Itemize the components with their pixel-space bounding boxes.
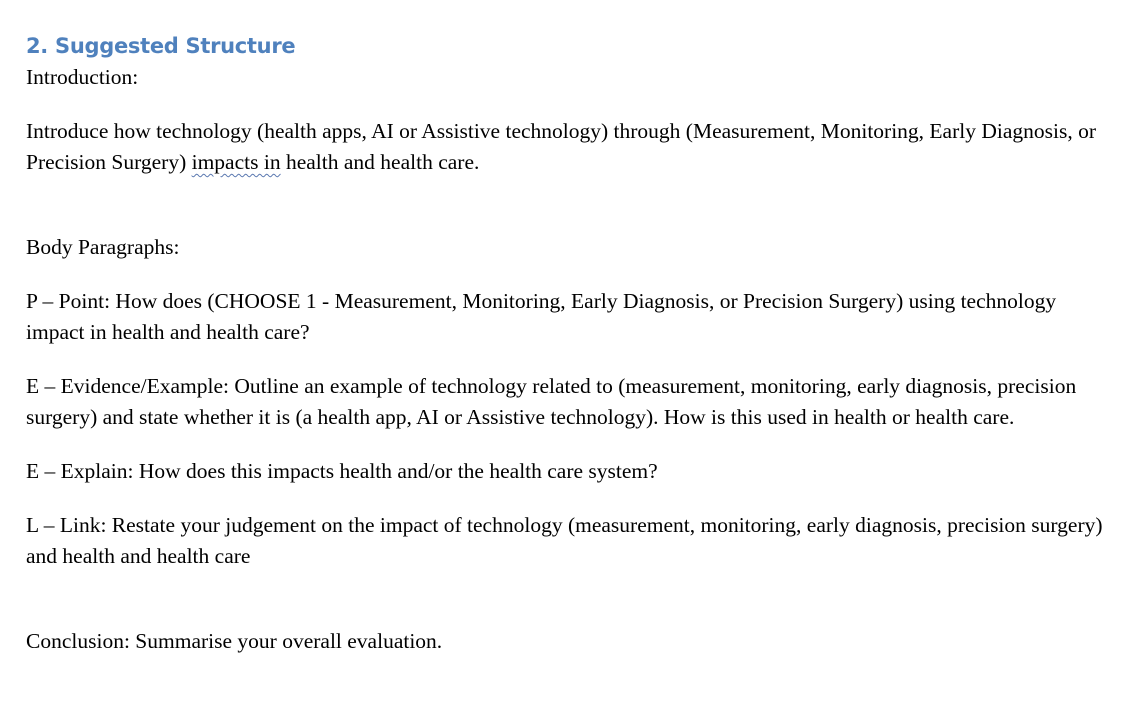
explain-paragraph: E – Explain: How does this impacts health and/or the health care system? [26, 459, 658, 483]
introduction-text-end: health and health care. [280, 150, 480, 174]
spacer [26, 178, 1116, 232]
introduction-paragraph [26, 116, 1116, 178]
section-heading: 2. Suggested Structure [26, 34, 296, 58]
point-paragraph: P – Point: How does (CHOOSE 1 - Measurement, Monitoring, Early Diagnosis, or Precision Surgery) using technology impact in health and health care? [26, 289, 1057, 344]
document-page [26, 30, 1116, 657]
evidence-paragraph: E – Evidence/Example: Outline an example of technology related to (measurement, monitoring, early diagnosis, precision surgery) and state whether it is (a health app, AI or Assistive technology). How is this used in health or health care. [26, 374, 1077, 429]
spacer [26, 93, 1116, 116]
body-paragraphs-label: Body Paragraphs: [26, 235, 180, 259]
spacer [26, 348, 1116, 371]
link-paragraph: L – Link: Restate your judgement on the impact of technology (measurement, monitoring, early diagnosis, precision surgery) and health and health care [26, 513, 1103, 568]
introduction-label: Introduction: [26, 65, 139, 89]
spacer [26, 487, 1116, 510]
grammar-flagged-phrase[interactable]: impacts in [191, 150, 281, 174]
spacer [26, 572, 1116, 626]
spacer [26, 433, 1116, 456]
spacer [26, 263, 1116, 286]
introduction-text: Introduce how technology (health apps, AI or Assistive technology) through (Measurement, Monitoring, Early Diagnosis, or Precision Surgery) [26, 119, 1097, 174]
conclusion-paragraph: Conclusion: Summarise your overall evaluation. [26, 629, 443, 653]
